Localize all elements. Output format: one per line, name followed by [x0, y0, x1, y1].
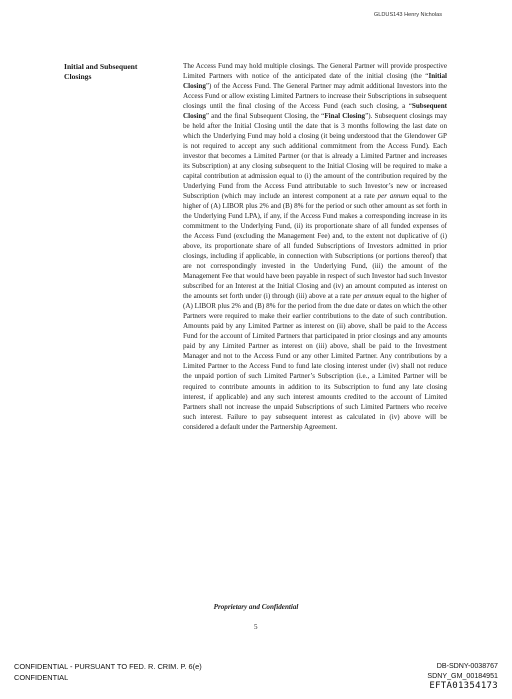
confidentiality-line: CONFIDENTIAL - PURSUANT TO FED. R. CRIM. P. 6(e)	[14, 662, 202, 671]
confidentiality-line: CONFIDENTIAL	[14, 672, 69, 682]
proprietary-notice: Proprietary and Confidential	[213, 603, 299, 611]
italic-term: per annum	[377, 192, 410, 201]
defined-term-initial-closing: Initial Closing	[183, 72, 447, 91]
body-text-run: equal to the higher of (A) LIBOR plus 2% and (B) 8% for the period or such other amount as set forth in the Underlying Fund LPA), if any, if the Access Fund makes a corresponding increase in its commitment to the Underlying Fund, (ii) its proportionate share of all funded expenses of the Access Fund (excluding the Management Fee) and, to the extent not duplicative of (i) above, its proportionate share of all funded Subscriptions of Investors admitted in prior closings, including if applicable, in connection with Subscriptions (or portions thereof) that are not correspondingly invested in the Underlying Fund, (iii) the amount of the Management Fee that would have been payable in respect of such Investor had such Investor subscribed for an Interest at the Initial Closing and (iv) an amount computed as interest on the amounts set forth under (i) through (iii) above at a rate	[183, 192, 448, 301]
section-body	[183, 61, 447, 432]
italic-term: per annum	[352, 292, 384, 301]
body-text-run: ”) of the Access Fund. The General Partner may admit additional Investors into the Access Fund or allow existing Limited Partners to increase their Subscriptions in subsequent closings until the final closing of the Access Fund (each such closing, a “	[183, 82, 447, 111]
confidentiality-stamp	[14, 662, 202, 683]
body-text-run: ”). Subsequent closings may be held after the Initial Closing until the date that is 3 months following the last date on which the Underlying Fund may hold a closing (it being understood that the Glendower GP is not required to accept any such additional commitment from the Access Fund). Each investor that becomes a Limited Partner (or that is already a Limited Partner and increases its Subscription) at any closing subsequent to the Initial Closing will be required to make a capital contribution at admission equal to (i) the amount of the contribution required by the Underlying Fund from the Access Fund attributable to such Investor’s new or increased Subscription (which may include an interest component at a rate	[183, 112, 448, 201]
bates-stamp	[427, 662, 498, 692]
defined-term-subsequent-closing: Subsequent Closing	[183, 102, 447, 121]
document-code: GLDUS143 Henry Nicholas	[373, 12, 442, 18]
page-number: 5	[254, 623, 258, 631]
bates-number: SDNY_GM_00184951	[427, 671, 498, 680]
section-heading: Initial and Subsequent Closings	[64, 62, 138, 82]
body-text-run: equal to the higher of (A) LIBOR plus 2% and (B) 8% for the period from the due date or dates on which the other Partners were required to make their earlier contributions to the date of such contribution. Amounts paid by any Limited Partner as interest on (ii) above, shall be paid to the Access Fund for the account of Limited Partners that participated in prior closings and any amounts paid by any Limited Partner as interest on (iii) above, shall be paid to the Investment Manager and not to the Access Fund or any other Limited Partner. Any contributions by a Limited Partner to the Access Fund to fund late closing interest under (iv) shall not reduce the unpaid portion of such Limited Partner’s Subscription (i.e., a Limited Partner will be required to contribute amounts in addition to its Subscription to fund any late closing interest, if applicable) and any such interest amounts credited to the account of Limited Partners shall not increase the unpaid Subscriptions of such Limited Partners who receive such interest. Failure to pay subsequent interest as calculated in (iv) above will be considered a default under the Partnership Agreement.	[183, 292, 447, 431]
body-text-run: ” and the final Subsequent Closing, the “	[205, 112, 325, 121]
bates-number: DB-SDNY-0038767	[436, 662, 498, 670]
defined-term-final-closing: Final Closing	[324, 112, 366, 121]
body-text-run: The Access Fund may hold multiple closings. The General Partner will provide prospective Limited Partners with notice of the anticipated date of the initial closing (the “	[183, 62, 447, 81]
efta-number: EFTA01354173	[429, 681, 498, 692]
